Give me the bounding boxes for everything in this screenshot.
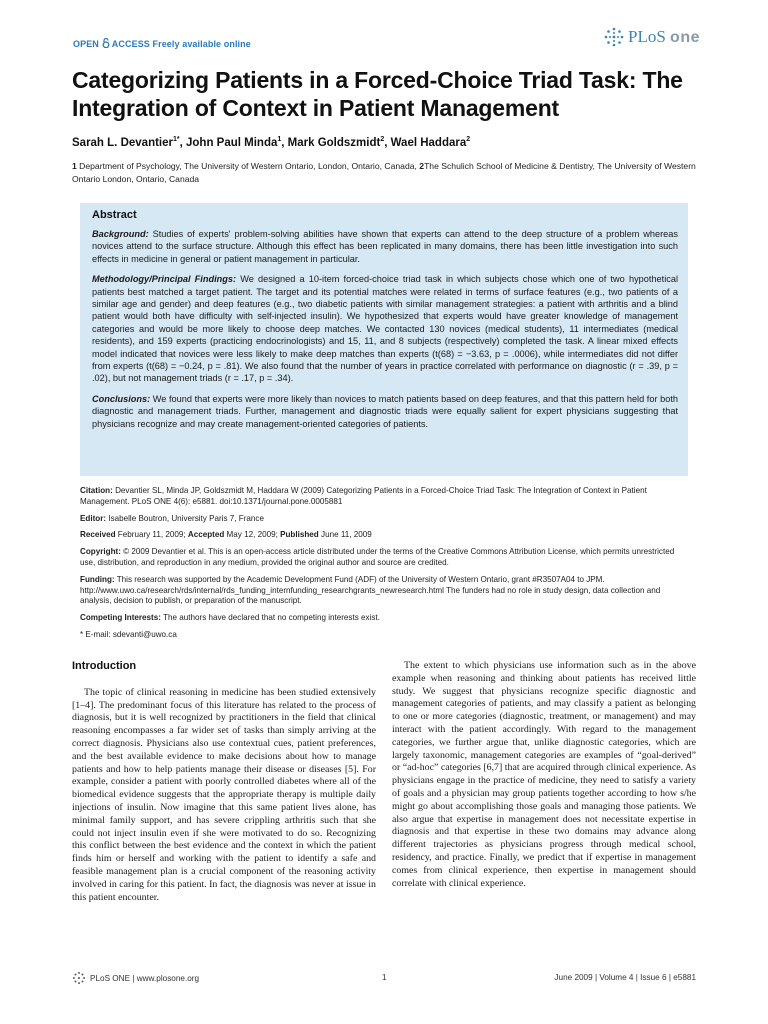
abstract-label: Methodology/Principal Findings: [92, 274, 237, 285]
meta-label: Funding: [80, 574, 115, 584]
competing-interests [80, 613, 688, 624]
author-name: Wael Haddara [390, 136, 467, 149]
meta-value: Devantier SL, Minda JP, Goldszmidt M, Haddara W (2009) Categorizing Patients in a Forced-Choice Triad Task: The Integration of Context in Patient Management. PLoS ONE 4(6): e5881. doi:10.1371/journal.pone.0005881 [80, 486, 647, 506]
citation [80, 486, 688, 508]
journal-name [628, 27, 700, 47]
plos-dots-icon [603, 26, 625, 48]
footer-journal-text: PLoS ONE | www.plosone.org [90, 973, 200, 983]
affiliation-number: 2 [419, 161, 425, 171]
section-heading: Introduction [72, 660, 137, 672]
open-access-banner [73, 38, 251, 49]
author-mark: 1* [172, 136, 180, 143]
journal-name-main: PLoS [628, 27, 666, 46]
abstract-label: Background: [92, 229, 149, 239]
meta-value: This research was supported by the Academic Development Fund (ADF) of the University of Western Ontario, grant #R3507A04 to JPM. http://www.uwo.ca/research/rds/internal/rds_funding_internfunding_researchgrants_newresearch.html The funders had no role in study design, data collection and analysis, decision to publish, or preparation of the manuscript. [80, 574, 661, 606]
editor [80, 514, 688, 525]
article-title: Categorizing Patients in a Forced-Choice Triad Task: The Integration of Context in Patient Management [72, 67, 683, 121]
author-mark: 2 [466, 136, 471, 143]
author-mark: 1 [277, 136, 282, 143]
affiliation-1: Department of Psychology, The University of Western Ontario, London, Ontario, Canada, [79, 161, 417, 171]
author-name: Mark Goldszmidt [287, 136, 381, 149]
footer-issue: June 2009 | Volume 4 | Issue 6 | e5881 [554, 973, 696, 982]
dates [80, 530, 688, 541]
journal-name-sub: one [670, 29, 700, 46]
author-list: Sarah L. Devantier$^{1*}$, John Paul Minda$^1$, Mark Goldszmidt$^2$, Wael Haddara$^2$ [72, 136, 471, 149]
body-paragraph: The topic of clinical reasoning in medicine has been studied extensively [1–4]. The predominant focus of this literature has related to the process of diagnosis, but it is well recognized by practitioners in the field that clinical reasoning encompasses a far wider set of tasks than simply arriving at the correct diagnosis. Physicians also use contextual cues, patient preferences, and the best available evidence to make decisions about how to manage patients and how to help patients manage their disease or diseases [5]. For example, consider a patient with poorly controlled diabetes where all of the biomedical evidence suggests that the appropriate therapy is multiple daily injections of insulin. Now imagine that this same patient lives alone, has minimal family support, and has severe crippling arthritis such that she could not inject insulin even if she were motivated to do so. Recognizing this conflict between the best evidence and the context in which the patient finds him or herself and working with the patient to identify a safe and feasible management plan is a crucial component of the reasoning activity involved in caring for this patient. In fact, the diagnosis was never at issue in this patient encounter. [72, 686, 376, 903]
affiliations [72, 160, 712, 186]
meta-label: * E-mail: [80, 629, 111, 639]
meta-label: Copyright: [80, 547, 121, 557]
meta-value: © 2009 Devantier et al. This is an open-access article distributed under the terms of the Creative Commons Attribution License, which permits unrestricted use, distribution, and reproduction in any medium, provided the original author and source are credited. [80, 547, 675, 567]
abstract-box [80, 203, 688, 476]
meta-label: Editor: [80, 513, 107, 523]
article-metadata [80, 486, 688, 647]
open-label: OPEN [73, 39, 99, 49]
body-column-right [392, 660, 696, 890]
meta-value: June 11, 2009 [321, 530, 372, 540]
affiliation-2: The Schulich School of Medicine & Dentistry, The University of Western Ontario London, Ontario, Canada [72, 161, 696, 184]
meta-label: Published [280, 530, 319, 540]
page-number: 1 [382, 973, 387, 982]
plos-dots-icon [72, 971, 86, 985]
footer-journal [72, 971, 199, 985]
open-access-lock-icon [102, 38, 110, 48]
abstract-conclusions [92, 393, 678, 430]
meta-label: Citation: [80, 486, 113, 495]
author-name: John Paul Minda [186, 136, 278, 149]
copyright [80, 547, 688, 569]
body-paragraph: The extent to which physicians use information such as in the above example when reasoning and thinking about patients has received little study. We suggest that physicians recognize specific diagnostic and management categories of patients, and may classify a patient as belonging to one or more categories (diagnostic, treatment, or management) and may interact with the patient accordingly. With regard to the management categories, we further argue that, unlike diagnostic categories, which are largely taxonomic, management categories are examples of “goal-derived” or “ad-hoc” categories [6,7] that are acquired through clinical experience. As physicians engage in the practice of medicine, they need to satisfy a variety of goals and a physician may group patients together according to how s/he might go about accomplishing those goals and managing those patients. We also argue that expertise in management does not necessitate expertise in diagnosis and that expertise in these two domains may advance along different trajectories as physicians progress through medical school, residency, and practice. Finally, we predict that if expertise in management comes from clinical experience, then expertise in management should correlate with clinical experience. [392, 660, 696, 889]
affiliation-number: 1 [72, 161, 77, 171]
journal-logo [603, 26, 700, 48]
abstract-text: We designed a 10-item forced-choice triad task in which subjects chose which one of two hypothetical patients best matched a target patient. The target and its potential matches were related in terms of surface features (e.g., two patients of a similar age and gender) and deep features (e.g., two diabetic patients with similar management strategies: a patient with arthritis and a blind patient would both have difficulty with self-injected insulin). We hypothesized that experts would have greater knowledge of management categories and would be more likely to choose deep matches. We contacted 130 novices (medical students), 11 intermediates (medical residents), and 159 experts (practicing endocrinologists) and 15, 11, and 8 subjects (respectively) completed the task. A linear mixed effects model indicated that novices were less likely to make deep matches than experts (t(68) = −3.63, p = .0006), while intermediates did not differ from experts (t(68) = −0.24, p = .81). We also found that the number of years in practice correlated with performance on diagnostic (r = .39, p = .02), but not management triads (r = .17, p = .34). [92, 274, 678, 384]
body-column-left [72, 660, 376, 904]
meta-label: Competing Interests: [80, 613, 161, 623]
email-link[interactable]: sdevanti@uwo.ca [112, 629, 177, 639]
meta-value: February 11, 2009; [117, 530, 186, 540]
meta-value: Isabelle Boutron, University Paris 7, France [108, 513, 264, 523]
abstract-text: Studies of experts' problem-solving abilities have shown that experts can attend to the deep structure of a problem whereas novices attend to the surface structure. Although this effect has been replicated in many domains, there has been little investigation into such effects in medicine in general or patient management in particular. [92, 229, 678, 264]
funding [80, 575, 688, 607]
meta-value: The authors have declared that no competing interests exist. [163, 613, 380, 623]
abstract-background [92, 228, 678, 265]
meta-label: Accepted [187, 530, 225, 540]
access-label: ACCESS Freely available online [111, 39, 251, 49]
abstract-methods [92, 273, 678, 385]
meta-value: May 12, 2009; [226, 530, 278, 540]
abstract-heading: Abstract [92, 209, 137, 221]
meta-label: Received [80, 530, 116, 540]
author-mark: 2 [380, 136, 385, 143]
abstract-text: We found that experts were more likely than novices to match patients based on deep features, and that this pattern held for both diagnostic and management triads. Further, management and diagnostic triads were equally salient for expert physicians suggesting that physicians recognize and may create management-oriented categories of patients. [92, 393, 678, 429]
email [80, 630, 688, 641]
abstract-label: Conclusions: [92, 393, 151, 404]
author-name: Sarah L. Devantier [72, 136, 173, 149]
